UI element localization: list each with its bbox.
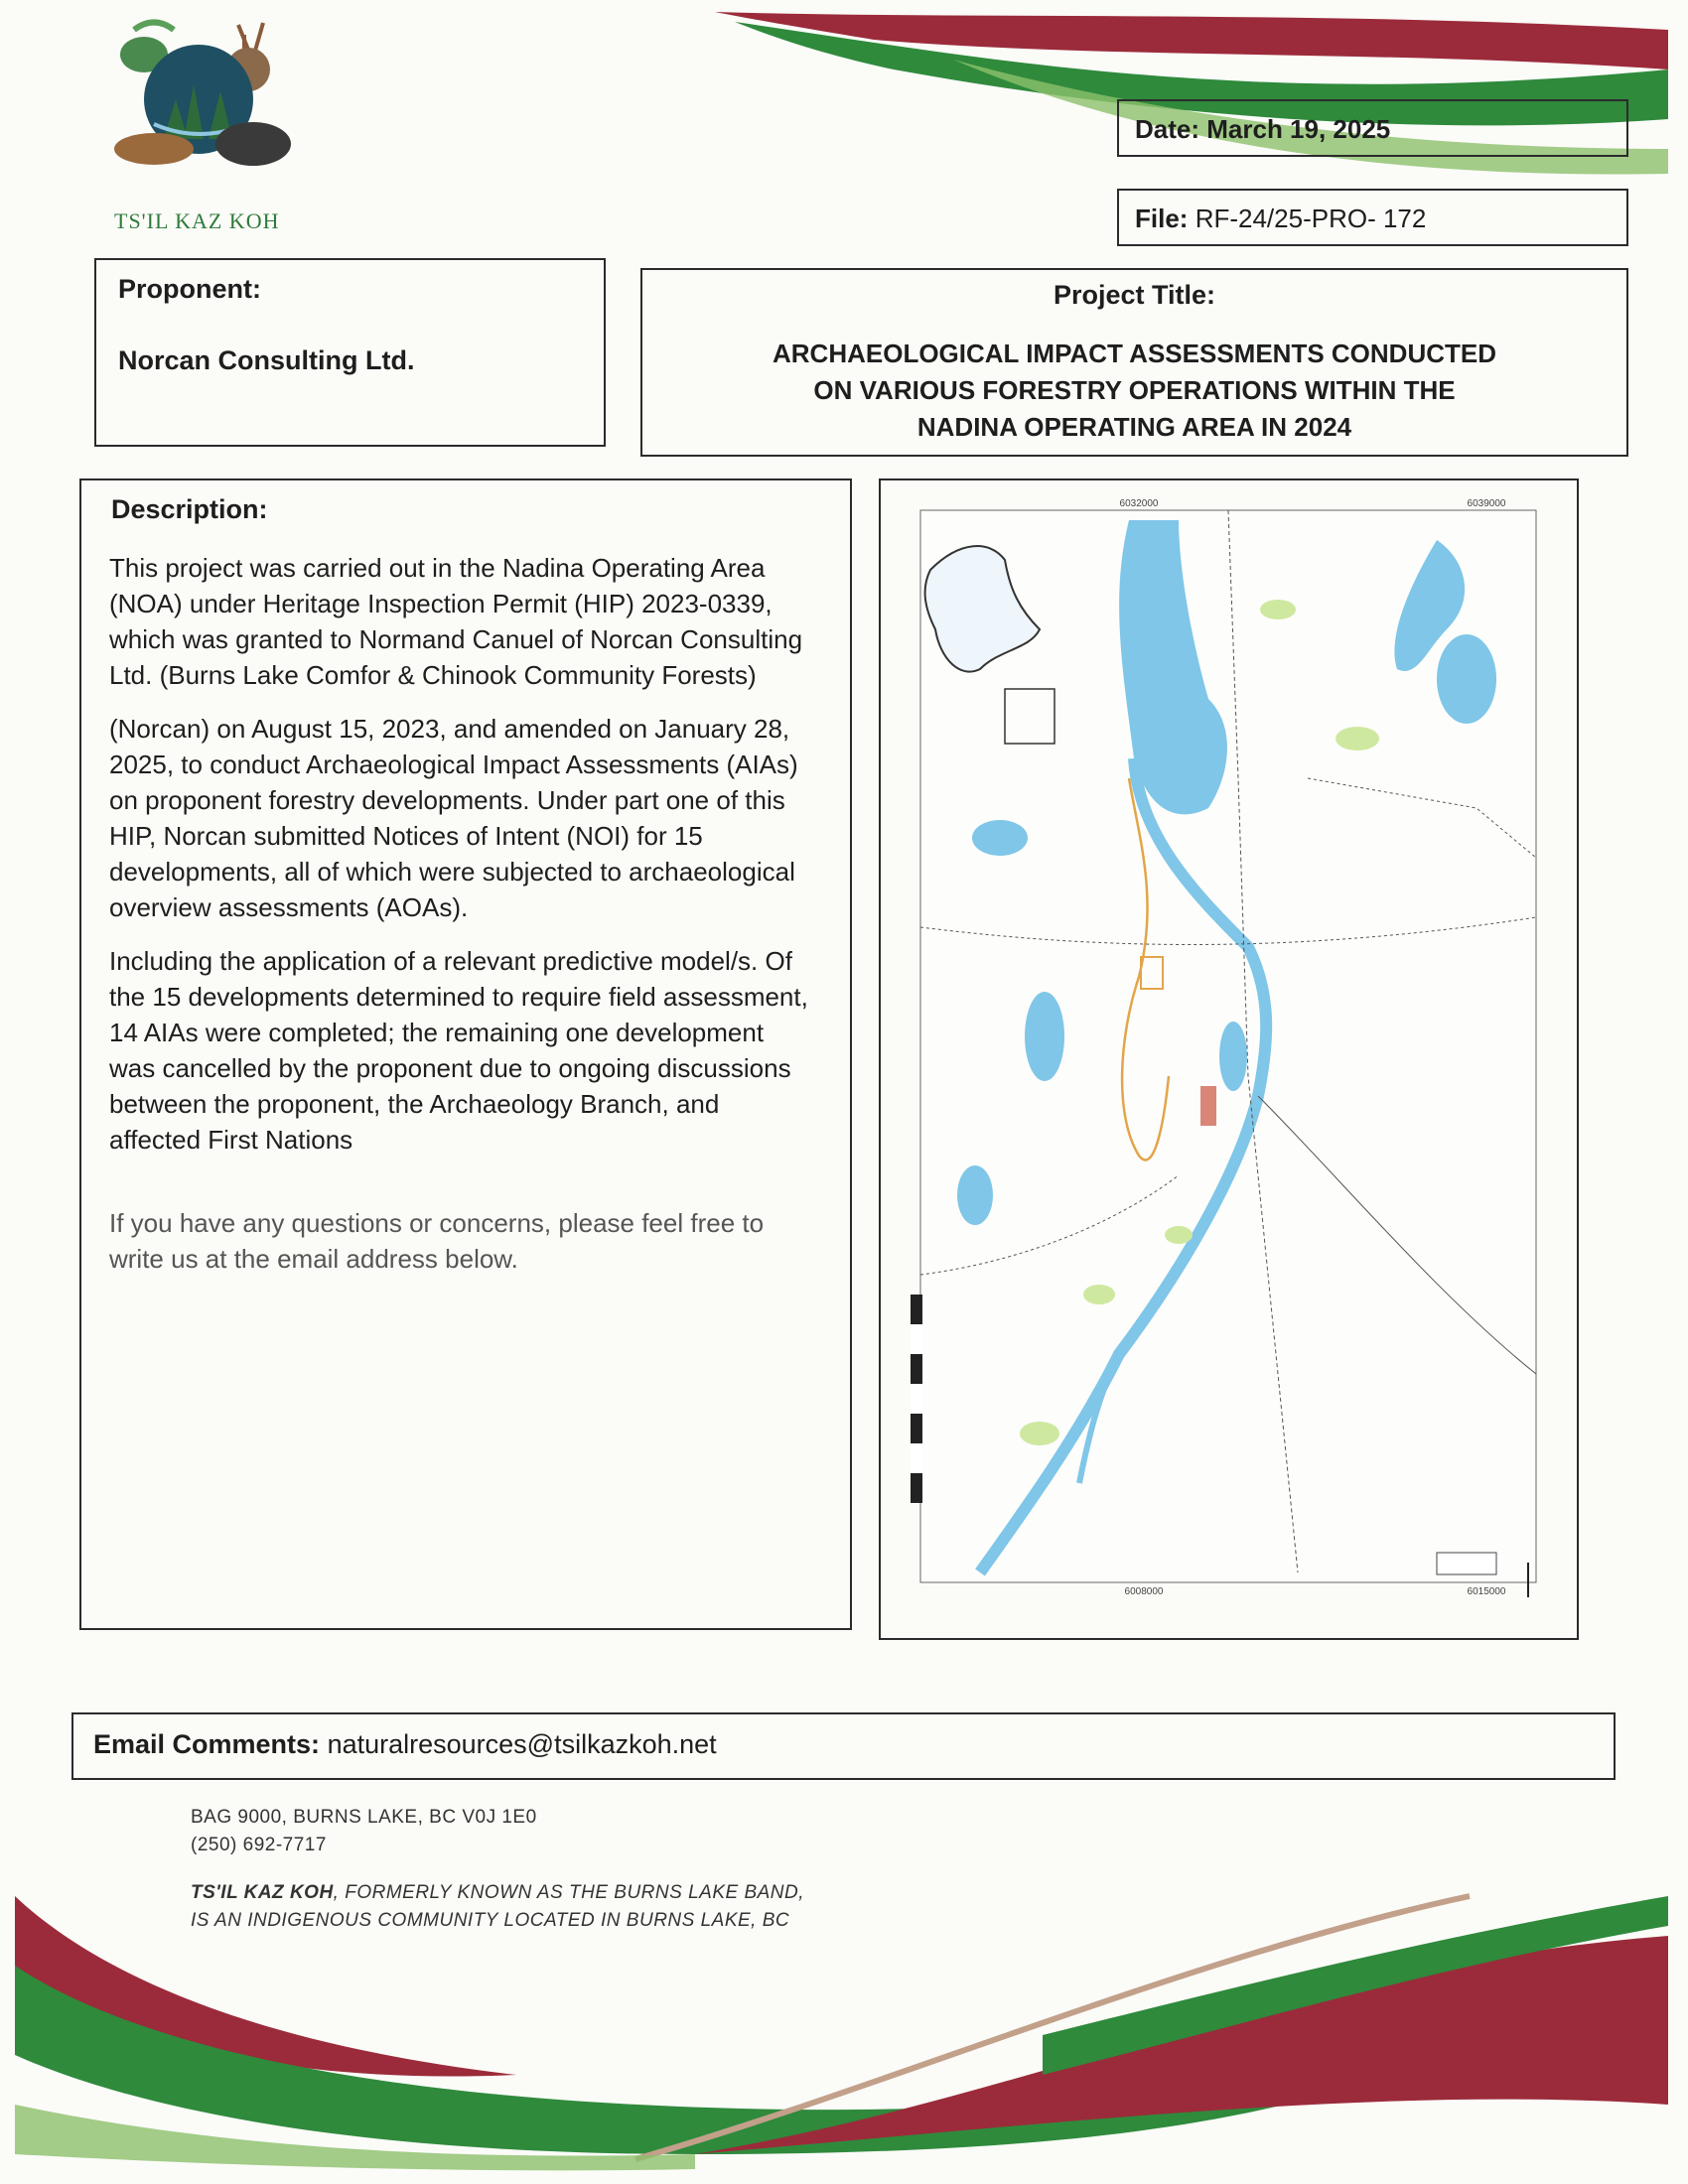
map-town [1200, 1086, 1216, 1126]
email-label: Email Comments: [93, 1729, 321, 1759]
map-wetland [1020, 1422, 1059, 1445]
description-paragraph: Including the application of a relevant predictive model/s. Of the 15 developments determined to require field assessment, 14 AIAs were completed; the remaining one development was cancelled by the proponent due to ongoing discussions between the proponent, the Archaeology Branch, and affected First Nations [109, 946, 808, 1155]
map-lake-w1 [972, 820, 1028, 856]
map-legend [1437, 1553, 1496, 1574]
proponent-label: Proponent: [118, 274, 261, 304]
file-label: File: [1135, 204, 1189, 233]
project-box [640, 268, 1628, 457]
project-map [881, 480, 1577, 1638]
email-box [71, 1712, 1616, 1780]
logo-emblem-icon [114, 15, 313, 194]
description-box [79, 478, 852, 1630]
date-label: Date: [1135, 114, 1200, 144]
map-box [879, 478, 1579, 1640]
map-coord-top-right: 6039000 [1467, 498, 1506, 509]
description-paragraph: This project was carried out in the Nadina Operating Area (NOA) under Heritage Inspection Permit (HIP) 2023-0339, which was granted to Normand Canuel of Norcan Consulting Ltd. (Burns Lake Comfor & Chinook Community Forests) [109, 553, 803, 690]
map-lake-w3 [957, 1165, 993, 1225]
file-value: RF-24/25-PRO- 172 [1195, 204, 1427, 233]
map-coord-bottom-left: 6008000 [1124, 1586, 1164, 1597]
map-lake-w2 [1025, 992, 1064, 1081]
header-swoosh [695, 0, 1688, 189]
project-title-label: Project Title: [1053, 280, 1216, 310]
proponent-box [94, 258, 606, 447]
map-scale-bar-segment [911, 1324, 922, 1354]
org-logo-text: TS'IL KAZ KOH [114, 208, 280, 233]
footer-about-line1: , FORMERLY KNOWN AS THE BURNS LAKE BAND, [333, 1882, 805, 1903]
map-scale-bar-segment [911, 1443, 922, 1473]
map-lake-east [1437, 634, 1496, 724]
proponent-value: Norcan Consulting Ltd. [118, 345, 415, 375]
map-coord-top-left: 6032000 [1119, 498, 1159, 509]
file-box [1117, 189, 1628, 246]
footer-swoosh [0, 1856, 1688, 2184]
footer-address: BAG 9000, BURNS LAKE, BC V0J 1E0 [191, 1807, 537, 1828]
project-title-line2: ON VARIOUS FORESTRY OPERATIONS WITHIN THE [813, 375, 1456, 405]
date-value: March 19, 2025 [1206, 114, 1391, 144]
date-box [1117, 99, 1628, 157]
project-title-line3: NADINA OPERATING AREA IN 2024 [916, 412, 1352, 442]
footer-about-name: TS'IL KAZ KOH [191, 1882, 334, 1903]
map-wetland [1260, 600, 1296, 619]
org-logo [114, 15, 313, 233]
map-wetland [1336, 727, 1379, 751]
map-coord-bottom-right: 6015000 [1467, 1586, 1506, 1597]
footer-about-line2: IS AN INDIGENOUS COMMUNITY LOCATED IN BURNS LAKE, BC [191, 1910, 790, 1931]
footer-phone: (250) 692-7717 [191, 1835, 327, 1855]
map-wetland [1165, 1226, 1193, 1244]
map-lake-town [1219, 1022, 1247, 1091]
map-wetland [1083, 1285, 1115, 1304]
description-paragraph: (Norcan) on August 15, 2023, and amended on January 28, 2025, to conduct Archaeological Impact Assessments (AIAs) on proponent forestry developments. Under part one of this HIP, Norcan submitted Notices of Intent (NOI) for 15 developments, all of which were subjected to archaeological overview assessments (AOAs). [109, 714, 798, 922]
contact-note: If you have any questions or concerns, please feel free to write us at the email address below. [109, 1208, 765, 1274]
email-address[interactable]: naturalresources@tsilkazkoh.net [327, 1729, 717, 1759]
project-title-line1: ARCHAEOLOGICAL IMPACT ASSESSMENTS CONDUCTED [773, 339, 1496, 368]
map-scale-bar-segment [911, 1384, 922, 1414]
description-label: Description: [111, 494, 268, 524]
